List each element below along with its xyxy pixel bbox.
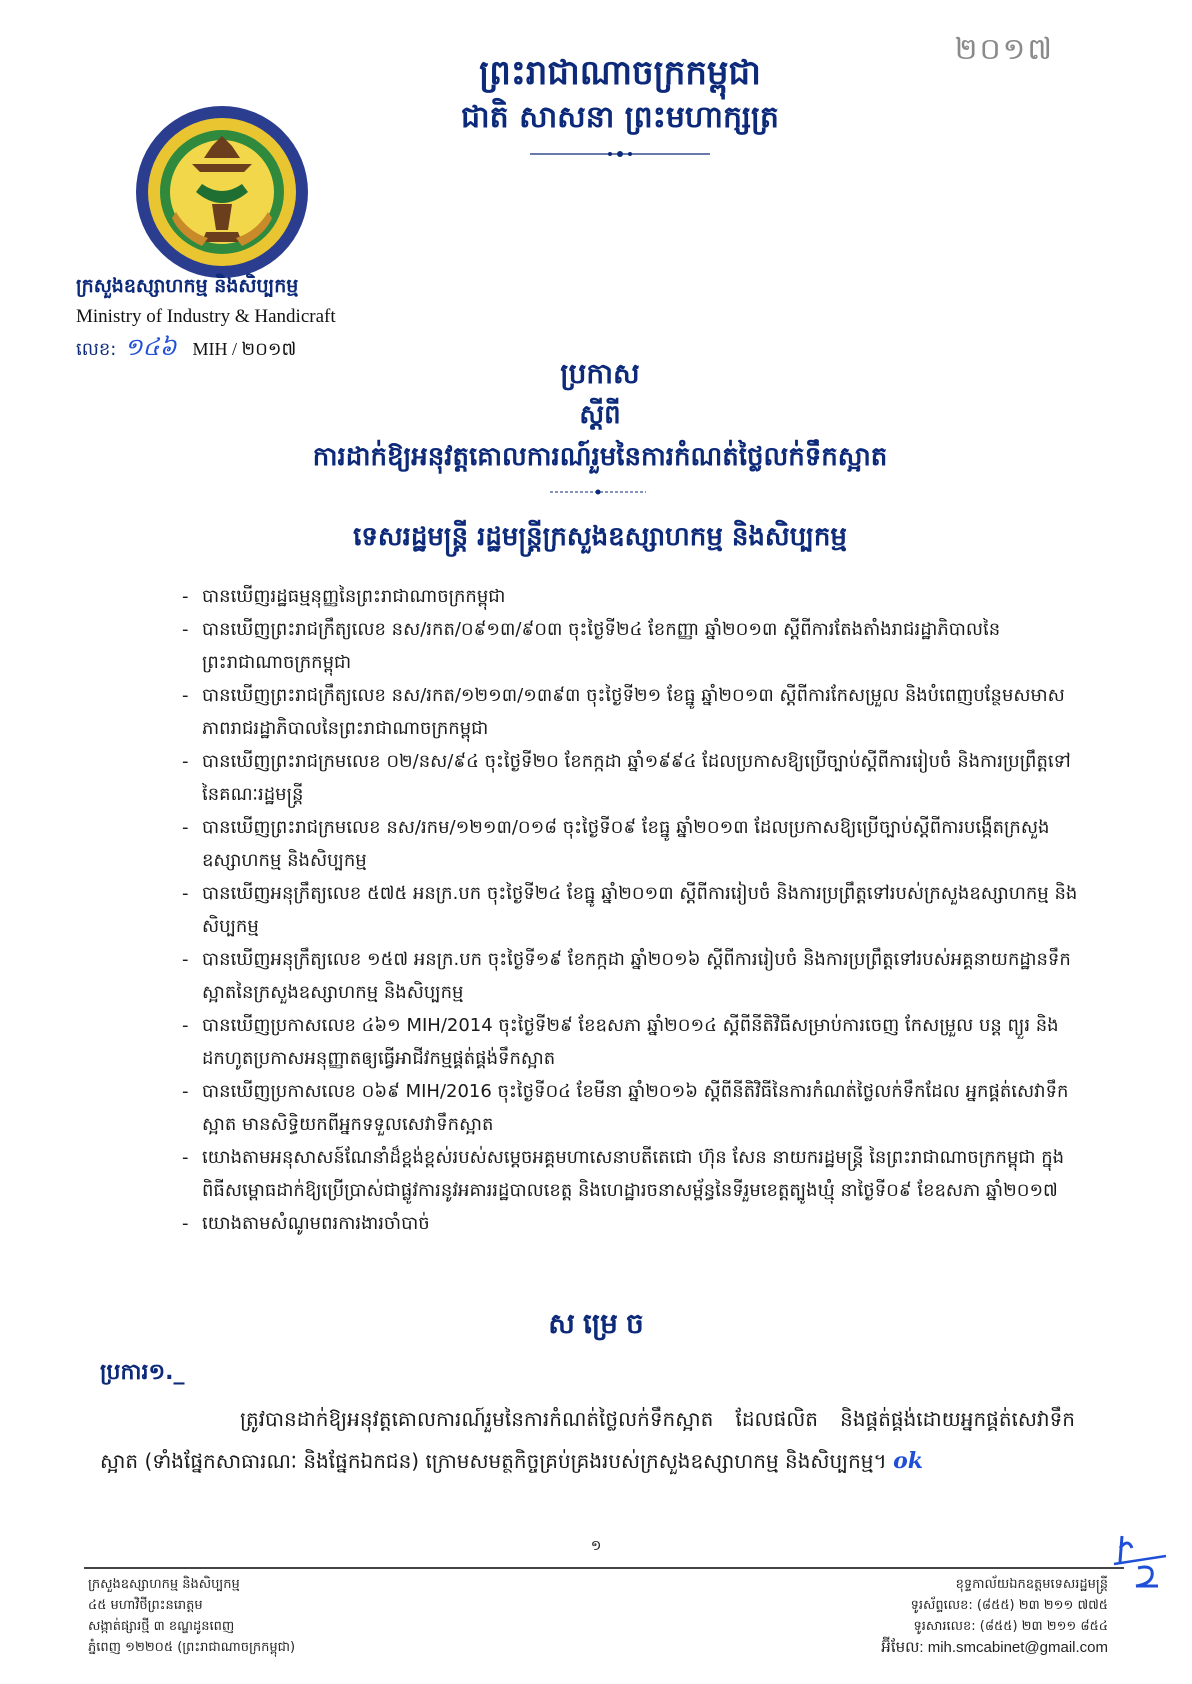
article-text: ត្រូវបានដាក់ឱ្យអនុវត្តគោលការណ៍រួមនៃការកំណត់ថ្លៃលក់ទឹកស្អាត ដែលផលិត និងផ្គត់ផ្គង់ដោយអ្នកផ្គត់សេវាទឹកស្អាត (ទាំងផ្នែកសាធារណៈ និងផ្នែកឯកជន) ក្រោមសមត្ថកិច្ចគ្រប់គ្រងរបស់ក្រសួងឧស្សាហកម្ម និងសិប្បកម្ម។	[100, 1407, 1075, 1473]
kingdom-name: ព្រះរាជាណាចក្រកម្ពុជា	[479, 53, 761, 93]
article-label: ប្រការ១._	[100, 1360, 185, 1385]
year-stamp: ២០១៧	[954, 32, 1054, 67]
footer-phone: ទូរស័ព្ទលេខ: (៨៥៥) ២៣ ២១១ ៧៧៥	[910, 1598, 1108, 1613]
reference-suffix: MIH / ២០១៧	[192, 339, 297, 359]
footer-email: អ៊ីមែល: mih.smcabinet@gmail.com	[881, 1639, 1108, 1656]
preliminary-list	[180, 580, 1080, 1240]
footer-fax: ទូរសារលេខ: (៨៥៥) ២៣ ២១១ ៨៥៤	[913, 1619, 1108, 1634]
footer-line: សង្កាត់ផ្សារថ្មី ៣ ខណ្ឌដូនពេញ	[88, 1619, 235, 1634]
ornament-divider-icon	[530, 148, 710, 160]
list-item: - បានឃើញរដ្ឋធម្មនុញ្ញនៃព្រះរាជាណាចក្រកម្ពុជា	[180, 580, 1080, 613]
footer-address	[88, 1574, 448, 1658]
list-item: - បានឃើញអនុក្រឹត្យលេខ ១៥៧ អនក្រ.បក ចុះថ្ងៃទី១៩ ខែកក្កដា ឆ្នាំ២០១៦ ស្តីពីការរៀបចំ និងការប្រព្រឹត្តទៅរបស់អគ្គនាយកដ្ឋានទឹកស្អាតនៃក្រសួងឧស្សាហកម្ម និងសិប្បកម្ម	[180, 943, 1080, 1009]
ministry-header	[76, 270, 376, 365]
footer-contact	[688, 1574, 1108, 1658]
list-item: - យោងតាមអនុសាសន៍ណែនាំដ៏ខ្ពង់ខ្ពស់របស់សម្តេចអគ្គមហាសេនាបតីតេជោ ហ៊ុន សែន នាយករដ្ឋមន្ត្រី នៃព្រះរាជាណាចក្រកម្ពុជា ក្នុងពិធីសម្ពោធដាក់ឱ្យប្រើប្រាស់ជាផ្លូវការនូវអគាររដ្ឋបាលខេត្ត និងហេដ្ឋារចនាសម្ព័ន្ធនៃទីរួមខេត្តត្បូងឃ្មុំ នាថ្ងៃទី០៩ ខែឧសភា ឆ្នាំ២០១៧	[180, 1141, 1080, 1207]
footer-line: ភ្នំពេញ ១២២០៥ (ព្រះរាជាណាចក្រកម្ពុជា)	[88, 1640, 296, 1655]
ministry-name-kh: ក្រសួងឧស្សាហកម្ម និងសិប្បកម្ម	[76, 275, 299, 297]
handwritten-reference-number: ១៤៦	[124, 333, 177, 361]
footer-line: ខុទ្ទកាល័យឯកឧត្តមទេសរដ្ឋមន្ត្រី	[955, 1577, 1108, 1592]
footer-line: ក្រសួងឧស្សាហកម្ម និងសិប្បកម្ម	[88, 1577, 240, 1592]
footer-line: ៤៥ មហាវិថីព្រះនរោត្តម	[88, 1598, 203, 1613]
decision-heading: សម្រេច	[548, 1307, 652, 1340]
small-divider-icon	[550, 488, 646, 496]
article-body	[100, 1398, 1075, 1482]
list-item: - យោងតាមសំណូមពរការងារចាំបាច់	[180, 1207, 1080, 1240]
footer-divider	[84, 1567, 1124, 1569]
list-item: - បានឃើញប្រកាសលេខ ៤៦១ MIH/2014 ចុះថ្ងៃទី២៩ ខែឧសភា ឆ្នាំ២០១៤ ស្តីពីនីតិវិធីសម្រាប់ការចេញ កែសម្រួល បន្ត ព្យួរ និងដកហូតប្រកាសអនុញ្ញាតឲ្យធ្វើអាជីវកម្មផ្គត់ផ្គង់ទឹកស្អាត	[180, 1009, 1080, 1075]
list-item: - បានឃើញព្រះរាជក្រមលេខ ០២/នស/៩៤ ចុះថ្ងៃទី២០ ខែកក្កដា ឆ្នាំ១៩៩៤ ដែលប្រកាសឱ្យប្រើច្បាប់ស្តីពីការរៀបចំ និងការប្រព្រឹត្តទៅនៃគណៈរដ្ឋមន្ត្រី	[180, 745, 1080, 811]
list-item: - បានឃើញព្រះរាជក្រឹត្យលេខ នស/រកត/០៩១៣/៩០៣ ចុះថ្ងៃទី២៤ ខែកញ្ញា ឆ្នាំ២០១៣ ស្តីពីការតែងតាំងរាជរដ្ឋាភិបាលនៃព្រះរាជាណាចក្រកម្ពុជា	[180, 613, 1080, 679]
document-title: ប្រកាស	[560, 357, 640, 390]
reference-label: លេខ:	[76, 339, 117, 360]
document-about: ស្តីពី	[579, 400, 621, 430]
list-item: - បានឃើញប្រកាសលេខ ០៦៩ MIH/2016 ចុះថ្ងៃទី០៤ ខែមីនា ឆ្នាំ២០១៦ ស្តីពីនីតិវិធីនៃការកំណត់ថ្លៃលក់ទឹកដែល អ្នកផ្គត់សេវាទឹកស្អាត មានសិទ្ធិយកពីអ្នកទទួលសេវាទឹកស្អាត	[180, 1075, 1080, 1141]
list-item: - បានឃើញអនុក្រឹត្យលេខ ៥៧៥ អនក្រ.បក ចុះថ្ងៃទី២៤ ខែធ្នូ ឆ្នាំ២០១៣ ស្តីពីការរៀបចំ និងការប្រព្រឹត្តទៅរបស់ក្រសួងឧស្សាហកម្ម និងសិប្បកម្ម	[180, 877, 1080, 943]
handwritten-initial-mark-icon	[1110, 1528, 1170, 1592]
list-item: - បានឃើញព្រះរាជក្រឹត្យលេខ នស/រកត/១២១៣/១៣៩៣ ចុះថ្ងៃទី២១ ខែធ្នូ ឆ្នាំ២០១៣ ស្តីពីការកែសម្រួល និងបំពេញបន្ថែមសមាសភាពរាជរដ្ឋាភិបាលនៃព្រះរាជាណាចក្រកម្ពុជា	[180, 679, 1080, 745]
kingdom-motto	[420, 50, 820, 164]
document-subject: ការដាក់ឱ្យអនុវត្តគោលការណ៍រួមនៃការកំណត់ថ្លៃលក់ទឹកស្អាត	[312, 442, 888, 472]
list-item: - បានឃើញព្រះរាជក្រមលេខ នស/រកម/១២១៣/០១៨ ចុះថ្ងៃទី០៩ ខែធ្នូ ឆ្នាំ២០១៣ ដែលប្រកាសឱ្យប្រើច្បាប់ស្តីពីការបង្កើតក្រសួងឧស្សាហកម្ម និងសិប្បកម្ម	[180, 811, 1080, 877]
page-number: ១	[590, 1538, 602, 1554]
kingdom-motto-line: ជាតិ សាសនា ព្រះមហាក្សត្រ	[461, 100, 779, 135]
handwritten-initials: ok	[893, 1448, 923, 1474]
ministry-name-en: Ministry of Industry & Handicraft	[76, 306, 336, 327]
issuing-authority: ទេសរដ្ឋមន្ត្រី រដ្ឋមន្ត្រីក្រសួងឧស្សាហកម្ម និងសិប្បកម្ម	[353, 522, 847, 552]
ministry-seal-icon	[132, 102, 312, 282]
